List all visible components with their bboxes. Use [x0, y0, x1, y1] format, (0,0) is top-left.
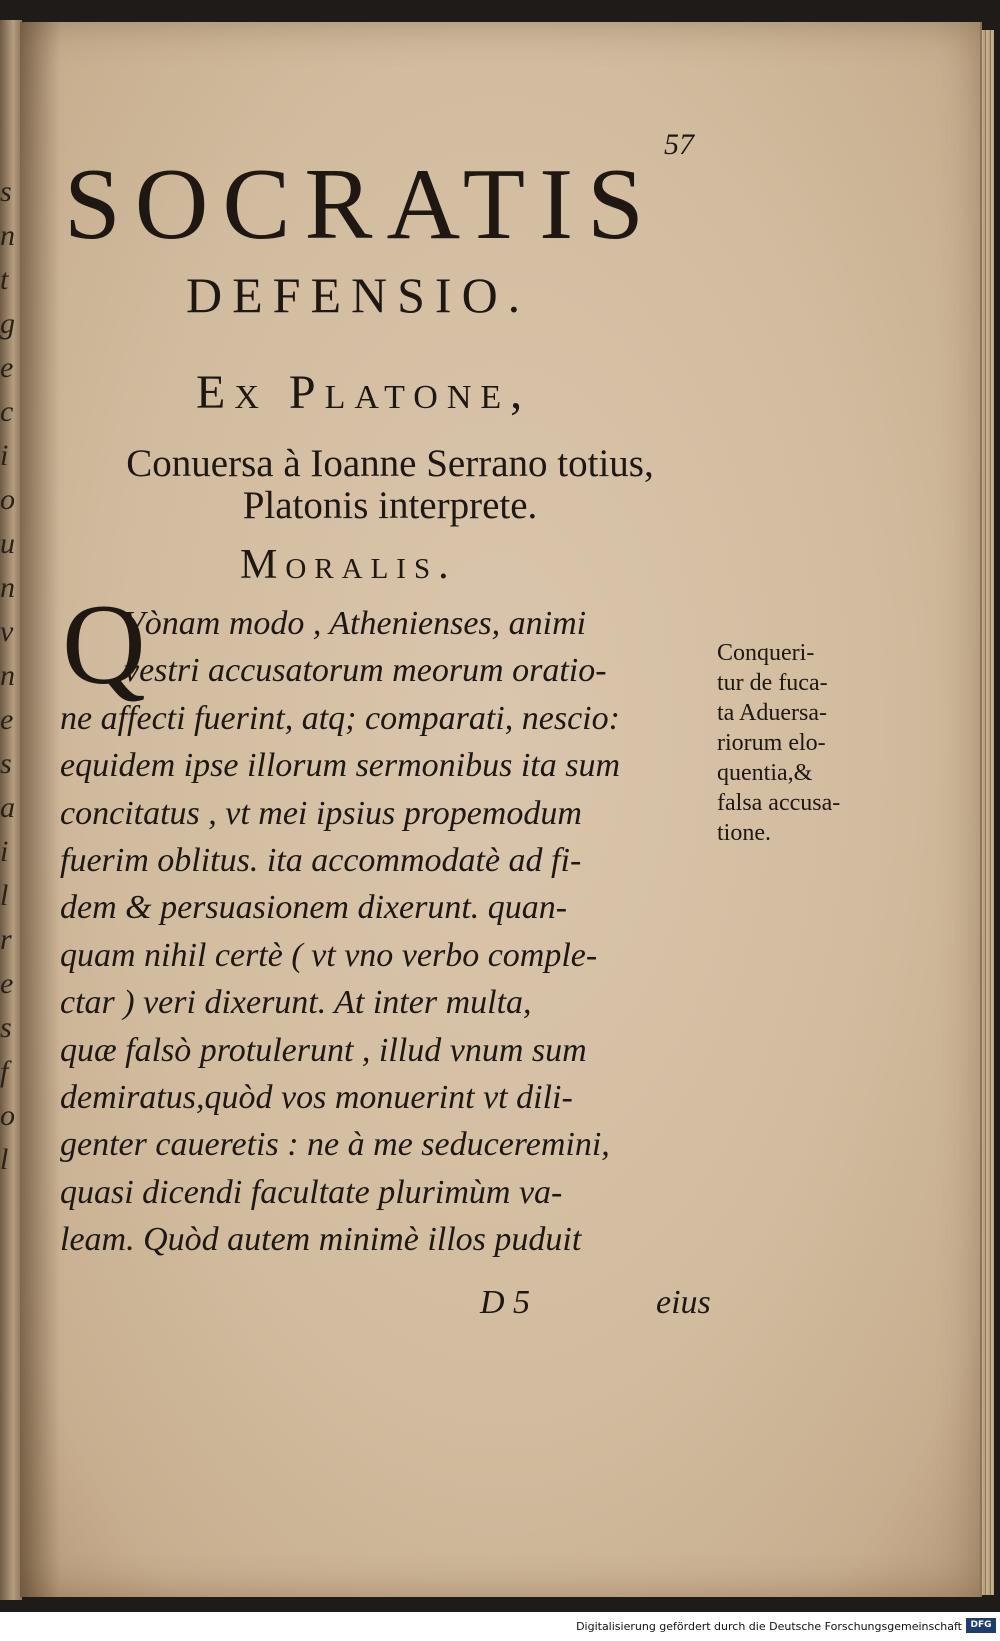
- margin-note-line: riorum elo-: [717, 730, 826, 756]
- body-line: dem & persuasionem dixerunt. quan-: [60, 889, 568, 927]
- drop-cap: Q: [62, 581, 146, 709]
- section-heading: Moralis.: [240, 542, 457, 588]
- margin-note: [717, 638, 887, 848]
- margin-note-line: falsa accusa-: [717, 790, 841, 816]
- body-line: leam. Quòd autem minimè illos puduit: [60, 1221, 582, 1259]
- body-line: ctar ) veri dixerunt. At inter multa,: [60, 984, 532, 1022]
- title-sub: DEFENSIO.: [186, 267, 531, 323]
- margin-note-line: quentia,&: [717, 760, 813, 786]
- source-line: Ex Platone,: [196, 366, 532, 419]
- credit-text: Digitalisierung gefördert durch die Deutsche Forschungsgemeinschaft: [576, 1620, 962, 1633]
- previous-page-fragment: s n t g e c i o u n v n e s a i l r e s f o l: [0, 175, 15, 1176]
- margin-note-line: tione.: [717, 820, 771, 846]
- gutter-shadow: [20, 22, 60, 1597]
- body-text: [60, 600, 710, 1263]
- body-line: genter caueretis : ne à me seduceremini,: [60, 1126, 610, 1164]
- translator-line: Conuersa à Ioanne Serrano totius,: [126, 442, 654, 485]
- signature-mark: D 5: [480, 1284, 531, 1321]
- body-line: concitatus , vt mei ipsius propemodum: [60, 794, 582, 832]
- credit-bar: [0, 1612, 1000, 1641]
- body-line: quasi dicendi facultate plurimùm va-: [60, 1173, 563, 1211]
- body-line: equidem ipse illorum sermonibus ita sum: [60, 747, 621, 785]
- margin-note-line: ta Aduersa-: [717, 700, 827, 726]
- margin-note-line: tur de fuca-: [717, 670, 828, 696]
- dfg-logo: DFG: [966, 1618, 996, 1633]
- body-line: ne affecti fuerint, atq; comparati, nescio:: [60, 699, 620, 737]
- body-line: demiratus,quòd vos monuerint vt dili-: [60, 1078, 573, 1116]
- body-line: fuerim oblitus. ita accommodatè ad fi-: [60, 841, 582, 879]
- catchword: eius: [656, 1284, 711, 1321]
- page-number: 57: [664, 128, 694, 161]
- margin-note-line: Conqueri-: [717, 640, 815, 666]
- interpreter-line: Platonis interprete.: [242, 484, 538, 527]
- body-line: quam nihil certè ( vt vno verbo comple-: [60, 936, 598, 974]
- body-line: vestri accusatorum meorum oratio-: [124, 652, 607, 690]
- body-line: Vònam modo , Athenienses, animi: [124, 605, 587, 642]
- body-line: quæ falsò protulerunt , illud vnum sum: [60, 1031, 587, 1069]
- previous-page-edge: [0, 20, 22, 1600]
- title-main: SOCRATIS: [64, 148, 658, 261]
